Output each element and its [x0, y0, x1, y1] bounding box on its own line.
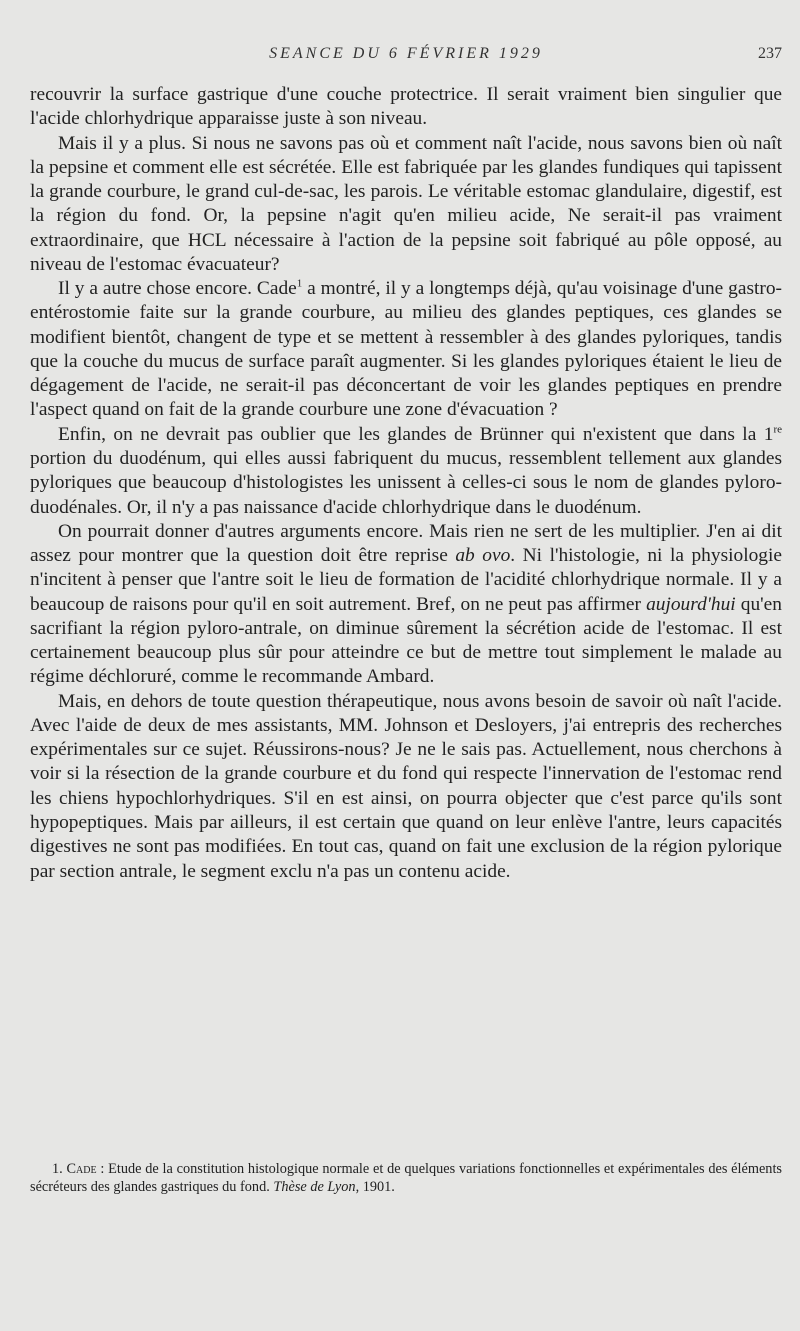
- page-header: [30, 45, 782, 71]
- running-head: SEANCE DU 6 FÉVRIER 1929: [269, 45, 543, 62]
- footnote-reference[interactable]: 1: [296, 277, 303, 290]
- footnotes: [30, 1160, 782, 1196]
- footnote-source: Thèse de Lyon: [273, 1179, 356, 1195]
- paragraph-1: recouvrir la surface gastrique d'une couche protectrice. Il serait vraiment bien singulier que l'acide chlorhydrique apparaisse juste à son niveau.: [30, 84, 782, 130]
- paragraph-3-text-b: a montré, il y a longtemps déjà, qu'au voisinage d'une gastro-entérostomie faite sur la grande courbure, au milieu des glandes peptiques, ces glandes se modifient bientôt, changent de type et se mettent à ressembler à des glandes pyloriques, tandis que la couche du mucus de surface paraît augmenter. Si les glandes pyloriques étaient le lieu de dégagement de l'acide, ne serait-il pas déconcertant de voir les glandes peptiques en prendre l'aspect quand on fait de la grande courbure une zone d'évacuation ?: [30, 278, 782, 421]
- paragraph-4-text-b: portion du duodénum, qui elles aussi fabriquent du mucus, ressemblent tellement aux glandes pyloriques que beaucoup d'histologistes les unissent à celles-ci sous le nom de glandes pyloro-duodénales. Or, il n'y a pas naissance d'acide chlorhydrique dans le duodénum.: [30, 447, 782, 518]
- footnote-text: : Etude de la constitution histologique normale et de quelques variations fonctionnelles et expérimentales des éléments sécréteurs des glandes gastriques du fond.: [30, 1161, 782, 1195]
- paragraph-2: Mais il y a plus. Si nous ne savons pas où et comment naît l'acide, nous savons bien où naît la pepsine et comment elle est sécrétée. Elle est fabriquée par les glandes fundiques qui tapissent la grande courbure, le grand cul-de-sac, les parois. Le véritable estomac glandulaire, digestif, est la région du fond. Or, la pepsine n'agit qu'en milieu acide, Ne serait-il pas vraiment extraordinaire, que HCL nécessaire à l'action de la pepsine soit fabriqué au pôle opposé, au niveau de l'estomac évacuateur?: [30, 132, 782, 275]
- paragraph-4: [30, 423, 782, 520]
- paragraph-5-text-a: On pourrait donner d'autres arguments encore. Mais rien ne sert de les multiplier. J'en ai dit assez pour montrer que la question doit être reprise: [30, 520, 782, 567]
- paragraph-5: [30, 520, 782, 690]
- paragraph-4-text-a: Enfin, on ne devrait pas oublier que les glandes de Brünner qui n'existent que dans la 1: [58, 423, 774, 445]
- footnote-author: Cade: [66, 1161, 97, 1177]
- paragraph-3-text-a: Il y a autre chose encore. Cade: [58, 278, 297, 300]
- footnote-number: 1.: [52, 1161, 63, 1177]
- paragraph-6: Mais, en dehors de toute question thérapeutique, nous avons besoin de savoir où naît l'acide. Avec l'aide de deux de mes assistants, MM. Johnson et Desloyers, j'ai entrepris des recherches expérimentales sur ce sujet. Réussirons-nous? Je ne le sais pas. Actuellement, nous cherchons à voir si la résection de la grande courbure et du fond qui respecte l'innervation de l'estomac rend les chiens hypochlorhydriques. S'il en est ainsi, on pourra objecter que c'est parce qu'ils sont hypopeptiques. Mais par ailleurs, il est certain que quand on leur enlève l'antre, leurs capacités digestives ne sont pas modifiées. En tout cas, quand on fait une exclusion de la région pylorique par section antrale, le segment exclu n'a pas un contenu acide.: [30, 690, 782, 882]
- paragraph-3: [30, 277, 782, 423]
- ordinal-superscript: re: [773, 423, 782, 436]
- page-number: 237: [758, 45, 782, 62]
- emphasis-aujourdhui: aujourd'hui: [646, 593, 736, 615]
- footnote-year: , 1901.: [355, 1179, 395, 1195]
- body-text: [30, 83, 782, 884]
- paragraph-5-text-b: . Ni l'histologie, ni la physiologie n'incitent à penser que l'antre soit le lieu de formation de l'acidité chlorhydrique normale. Il y a beaucoup de raisons pour qu'il en soit autrement. Bref, on ne peut pas affirmer: [30, 545, 782, 615]
- paragraph-5-text-c: qu'en sacrifiant la région pyloro-antrale, on diminue sûrement la sécrétion acide de l'estomac. Il est certainement beaucoup plus sûr pour atteindre ce but de mettre tout simplement le malade au régime déchloruré, comme le recommande Ambard.: [30, 593, 782, 688]
- latin-phrase: ab ovo: [455, 545, 511, 567]
- footnote-1: [30, 1160, 782, 1196]
